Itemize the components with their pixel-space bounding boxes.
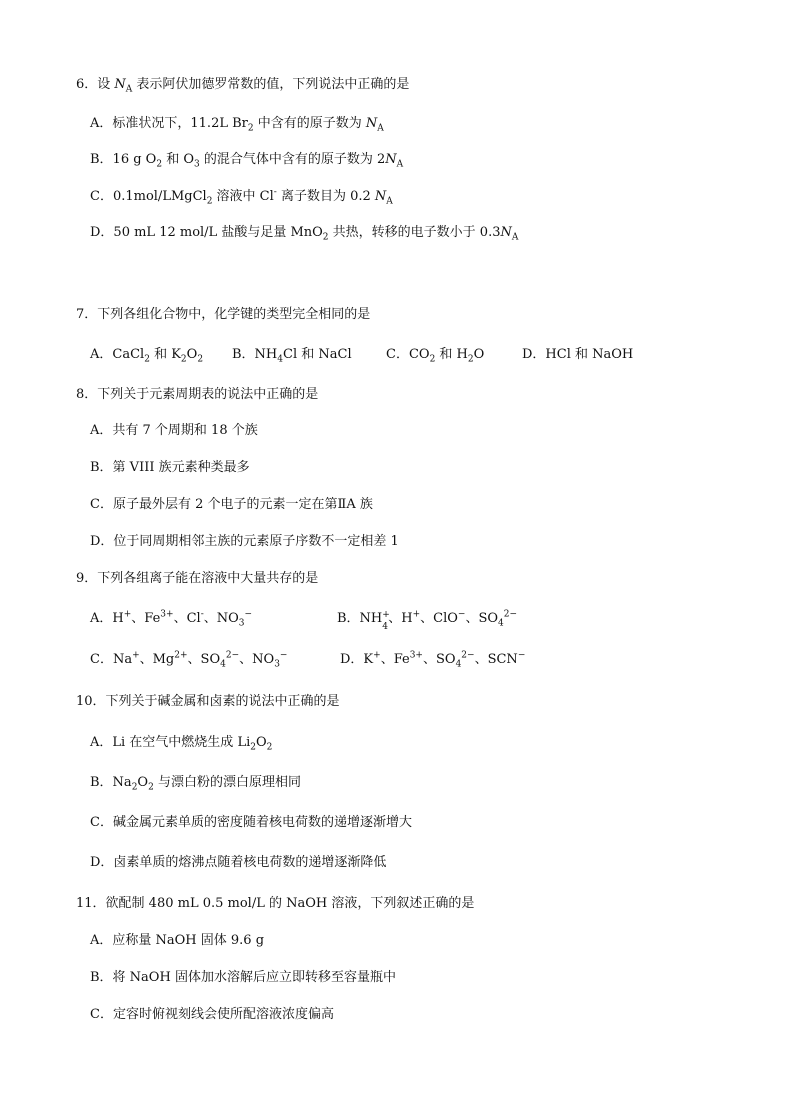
q11-option-b: B．将 NaOH 固体加水溶解后应立即转移至容量瓶中 — [90, 970, 396, 985]
q6-option-d: D．50 mL 12 mol/L 盐酸与足量 MnO$_2$ 共热，转移的电子数小于 $0.3N_A$ — [90, 225, 519, 243]
q6-option-b: B．16 g $O_2$ 和 $O_3$ 的混合气体中含有的原子数为 $2N_A$ — [90, 152, 404, 170]
q7-option-b: B．$NH_4Cl$ 和 NaCl — [232, 347, 352, 365]
q8-option-b: B．第 VIII 族元素种类最多 — [90, 460, 250, 475]
q6-option-c: C．0.1mol/LMgCl$_2$ 溶液中 Cl- 离子数目为 0.2 $N_A$ — [90, 187, 393, 207]
q10-option-c: C．碱金属元素单质的密度随着核电荷数的递增逐渐增大 — [90, 815, 412, 830]
q7-option-d: D．HCl 和 NaOH — [522, 347, 634, 362]
q9-option-b: B．NH + 4 、H+、ClO−、$SO_4^{2-}$ — [337, 609, 518, 632]
q10-option-b: B．$Na_2O_2$ 与漂白粉的漂白原理相同 — [90, 775, 301, 793]
q9-stem: 9．下列各组离子能在溶液中大量共存的是 — [76, 571, 319, 586]
q9-option-d: D．K+、$Fe^{3+}$、$SO_4^{2-}$、SCN− — [340, 650, 526, 670]
q9-option-c: C．Na+、$Mg^{2+}$、$SO_4^{2-}$、$NO_3^-$ — [90, 650, 288, 670]
q7-option-a: A．CaCl$_2$ 和 $K_2O_2$ — [90, 347, 204, 365]
q8-option-c: C．原子最外层有 2 个电子的元素一定在第ⅡA 族 — [90, 497, 373, 512]
q8-stem: 8．下列关于元素周期表的说法中正确的是 — [76, 387, 319, 402]
q11-option-a: A．应称量 NaOH 固体 9.6 g — [90, 933, 265, 948]
q10-option-a: A．Li 在空气中燃烧生成 $Li_2O_2$ — [90, 735, 273, 753]
q10-option-d: D．卤素单质的熔沸点随着核电荷数的递增逐渐降低 — [90, 855, 387, 870]
q6-option-a: A．标准状况下，11.2L $Br_2$ 中含有的原子数为 $N_A$ — [90, 116, 384, 134]
q10-stem: 10．下列关于碱金属和卤素的说法中正确的是 — [76, 694, 340, 709]
q7-stem: 7．下列各组化合物中，化学键的类型完全相同的是 — [76, 307, 371, 322]
q11-option-c: C．定容时俯视刻线会使所配溶液浓度偏高 — [90, 1007, 334, 1022]
q9-option-a: A．H+、$Fe^{3+}$、Cl-、$NO_3^-$ — [90, 609, 253, 629]
q11-stem: 11．欲配制 480 mL 0.5 mol/L 的 NaOH 溶液，下列叙述正确的是 — [76, 896, 475, 911]
q8-option-a: A．共有 7 个周期和 18 个族 — [90, 423, 258, 438]
q7-option-c: C．$CO_2$ 和 $H_2O$ — [386, 347, 485, 365]
q6-stem: 6．设 $N_A$ 表示阿伏加德罗常数的值，下列说法中正确的是 — [76, 77, 410, 95]
q8-option-d: D．位于同周期相邻主族的元素原子序数不一定相差 1 — [90, 534, 399, 549]
nh4-charge: + 4 — [382, 609, 390, 632]
